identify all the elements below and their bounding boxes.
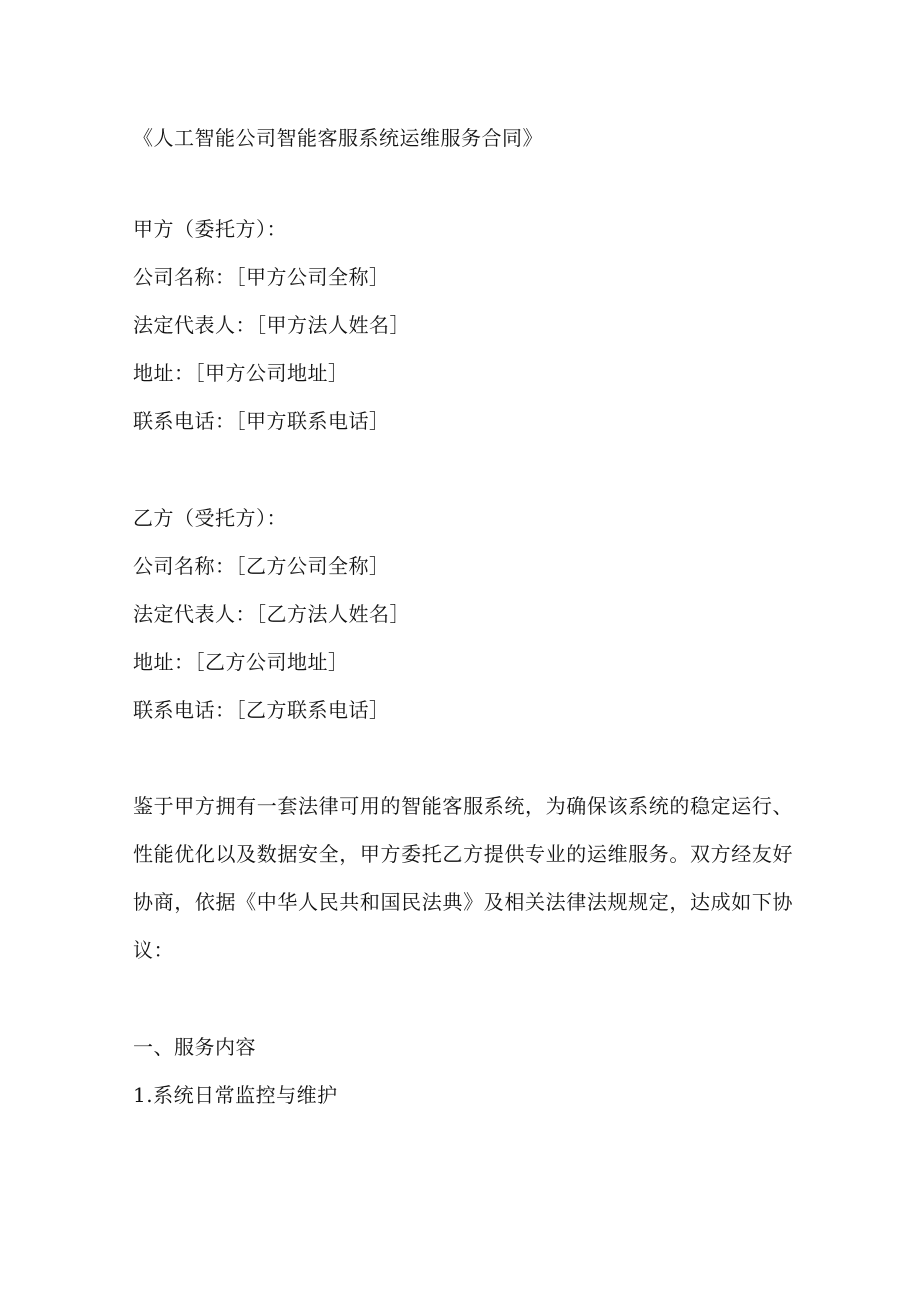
- preamble-paragraph: 鉴于甲方拥有一套法律可用的智能客服系统，为确保该系统的稳定运行、性能优化以及数据安全，甲方委托乙方提供专业的运维服务。双方经友好协商，依据《中华人民共和国民法典》及相关法律法规规定，达成如下协议：: [133, 794, 793, 962]
- party-b-phone: 联系电话：［乙方联系电话］: [133, 698, 390, 722]
- section-1-item-1: 1.系统日常监控与维护: [133, 1083, 338, 1107]
- party-b-address: 地址：［乙方公司地址］: [133, 650, 349, 674]
- party-a-heading: 甲方（委托方）：: [133, 217, 287, 241]
- party-a-legal-rep: 法定代表人：［甲方法人姓名］: [133, 313, 410, 337]
- party-b-company: 公司名称：［乙方公司全称］: [133, 554, 390, 578]
- party-a-company: 公司名称：［甲方公司全称］: [133, 265, 390, 289]
- party-a-phone: 联系电话：［甲方联系电话］: [133, 409, 390, 433]
- party-b-heading: 乙方（受托方）：: [133, 506, 287, 530]
- document-title: 《人工智能公司智能客服系统运维服务合同》: [133, 126, 543, 150]
- party-a-address: 地址：［甲方公司地址］: [133, 361, 349, 385]
- party-b-legal-rep: 法定代表人：［乙方法人姓名］: [133, 602, 410, 626]
- section-1-heading: 一、服务内容: [133, 1035, 256, 1059]
